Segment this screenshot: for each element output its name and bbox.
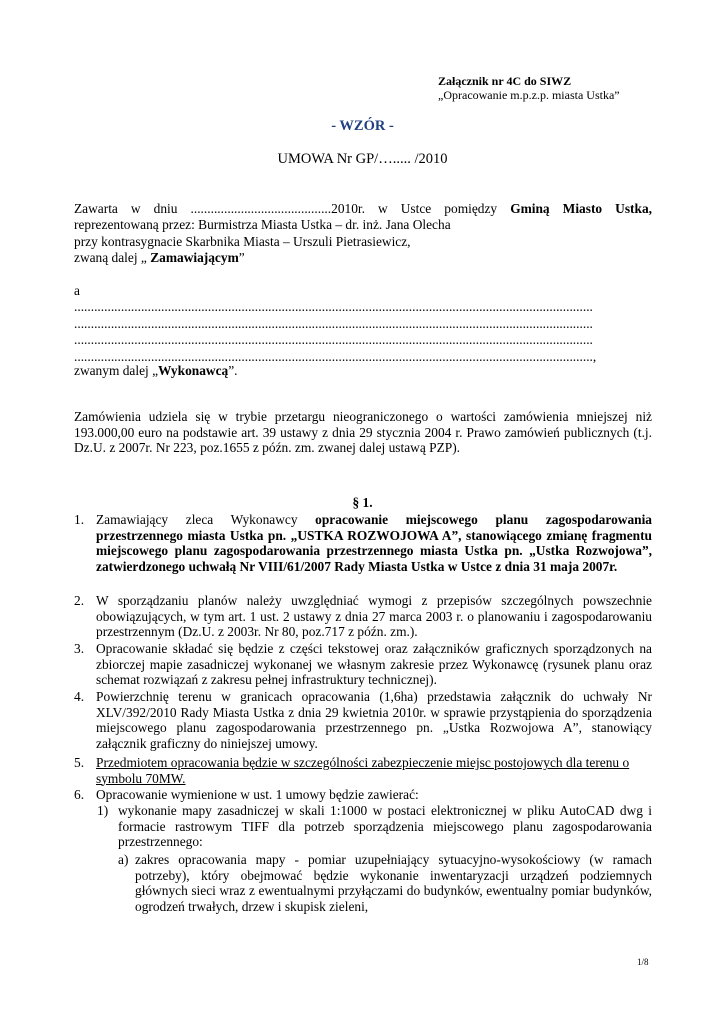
item-number: 6. xyxy=(74,787,85,802)
contractor-blank-3: ........................................................................................................................................................... xyxy=(74,332,593,347)
list-item: Opracowanie składać się będzie z części tekstowej oraz załączników graficznych sporządzonych na zbiorczej mapie zasadniczej wykonanej we własnym zakresie przez Wykonawcę (rysunek planu oraz schemat rozwiązań z zakresu pełnej infrastruktury technicznej). xyxy=(96,641,652,688)
designation-prefix: zwaną dalej „ xyxy=(74,250,151,265)
contractor-blank-4: ..........................................................................................................................................................., xyxy=(74,349,597,364)
item-text: Zamawiający zleca Wykonawcy xyxy=(96,512,316,527)
list-item: W sporządzaniu planów należy uwzględniać wymogi z przepisów szczególnych powszechnie obowiązujących, w tym art. 1 ust. 2 ustawy z dnia 27 marca 2003 r. o planowaniu i zagospodarowaniu przestrzennym (Dz.U. z 2003r. Nr 80, poz.717 z późn. zm.). xyxy=(96,593,652,640)
intro-text: Zawarta w dniu xyxy=(74,201,191,216)
attachment-number: Załącznik nr 4C do SIWZ xyxy=(438,74,572,88)
countersignature-line: przy kontrasygnacie Skarbnika Miasta – Urszuli Pietrasiewicz, xyxy=(74,234,411,249)
item-bold-text: opracowanie miejscowego planu zagospodarowania przestrzennego miasta Ustka pn. „USTKA ROZWOJOWA A”, stanowiącego zmianę fragmentu miejscowego planu zagospodarowania przestrzennego miasta Ustka pn. „Ustka Rozwojowa”, zatwierdzonego uchwałą Nr VIII/61/2007 Rady Miasta Ustka w Ustce z dnia 31 maja 2007r. xyxy=(96,512,653,574)
client-designation xyxy=(74,250,652,266)
designation-suffix: ”. xyxy=(228,363,238,378)
designation-prefix: zwanym dalej „ xyxy=(74,363,159,378)
subsubitem: zakres opracowania mapy - pomiar uzupełniający sytuacyjno-wysokościowy (w ramach potrzeby), który obejmować będzie wykonanie inwentaryzacji urządzeń podziemnych głównych sieci wraz z ewentualnymi przyłączami do budynków, ewentualny pomiar budynków, ogrodzeń trwałych, drzew i skupisk zieleni, xyxy=(135,852,652,914)
subsubitem-number: a) xyxy=(118,852,129,867)
list-item: Przedmiotem opracowania będzie w szczególności zabezpieczenie miejsc postojowych dla terenu o symbolu 70MW. xyxy=(96,755,630,786)
item-number: 1. xyxy=(74,512,85,527)
item-number: 3. xyxy=(74,641,85,656)
contractor-blank-1: ........................................................................................................................................................... xyxy=(74,299,593,314)
subitem: wykonanie mapy zasadniczej w skali 1:1000 w postaci elektronicznej w pliku AutoCAD dwg i formacie rastrowym TIFF dla potrzeb sporządzenia miejscowego planu zagospodarowania przestrzennego: xyxy=(118,803,652,850)
subitem-number: 1) xyxy=(97,803,109,818)
list-item xyxy=(96,512,652,574)
list-item: Opracowanie wymienione w ust. 1 umowy będzie zawierać: xyxy=(96,787,419,802)
intro-line-1 xyxy=(74,201,652,217)
representative-line: reprezentowaną przez: Burmistrza Miasta Ustka – dr. inż. Jana Olecha xyxy=(74,217,451,232)
section-heading: § 1. xyxy=(352,495,373,510)
contractor-term: Wykonawcą xyxy=(158,363,229,378)
party-name: Gminą Miasto Ustka, xyxy=(510,201,652,216)
item-number: 4. xyxy=(74,689,85,704)
client-term: Zamawiającym xyxy=(150,250,239,265)
intro-text-2: 2010r. w Ustce pomiędzy xyxy=(331,201,511,216)
page-number: 1/8 xyxy=(637,957,649,967)
contractor-designation xyxy=(74,363,652,379)
attachment-header xyxy=(438,74,620,102)
contract-title: UMOWA Nr GP/…..... /2010 xyxy=(277,151,448,167)
designation-suffix: ” xyxy=(238,250,245,265)
item-number: 2. xyxy=(74,593,85,608)
attachment-subject: „Opracowanie m.p.z.p. miasta Ustka” xyxy=(438,88,620,102)
conjunction-a: a xyxy=(74,283,80,298)
order-paragraph: Zamówienia udziela się w trybie przetargu nieograniczonego o wartości zamówienia mniejszej niż 193.000,00 euro na podstawie art. 39 ustawy z dnia 29 stycznia 2004 r. Prawo zamówień publicznych (t.j. Dz.U. z 2007r. Nr 223, poz.1655 z późn. zm. zwanej dalej ustawą PZP). xyxy=(74,409,652,456)
contractor-blank-2: ........................................................................................................................................................... xyxy=(74,316,593,331)
template-label: - WZÓR - xyxy=(331,118,394,134)
date-blank: .......................................... xyxy=(190,201,332,216)
item-number: 5. xyxy=(74,755,85,770)
list-item: Powierzchnię terenu w granicach opracowania (1,6ha) przedstawia załącznik do uchwały Nr XLV/392/2010 Rady Miasta Ustka z dnia 29 kwietnia 2010r. w sprawie przystąpienia do sporządzenia miejscowego planu zagospodarowania przestrzennego pn. „Ustka Rozwojowa A”, stanowiący załącznik graficzny do niniejszej umowy. xyxy=(96,689,652,751)
